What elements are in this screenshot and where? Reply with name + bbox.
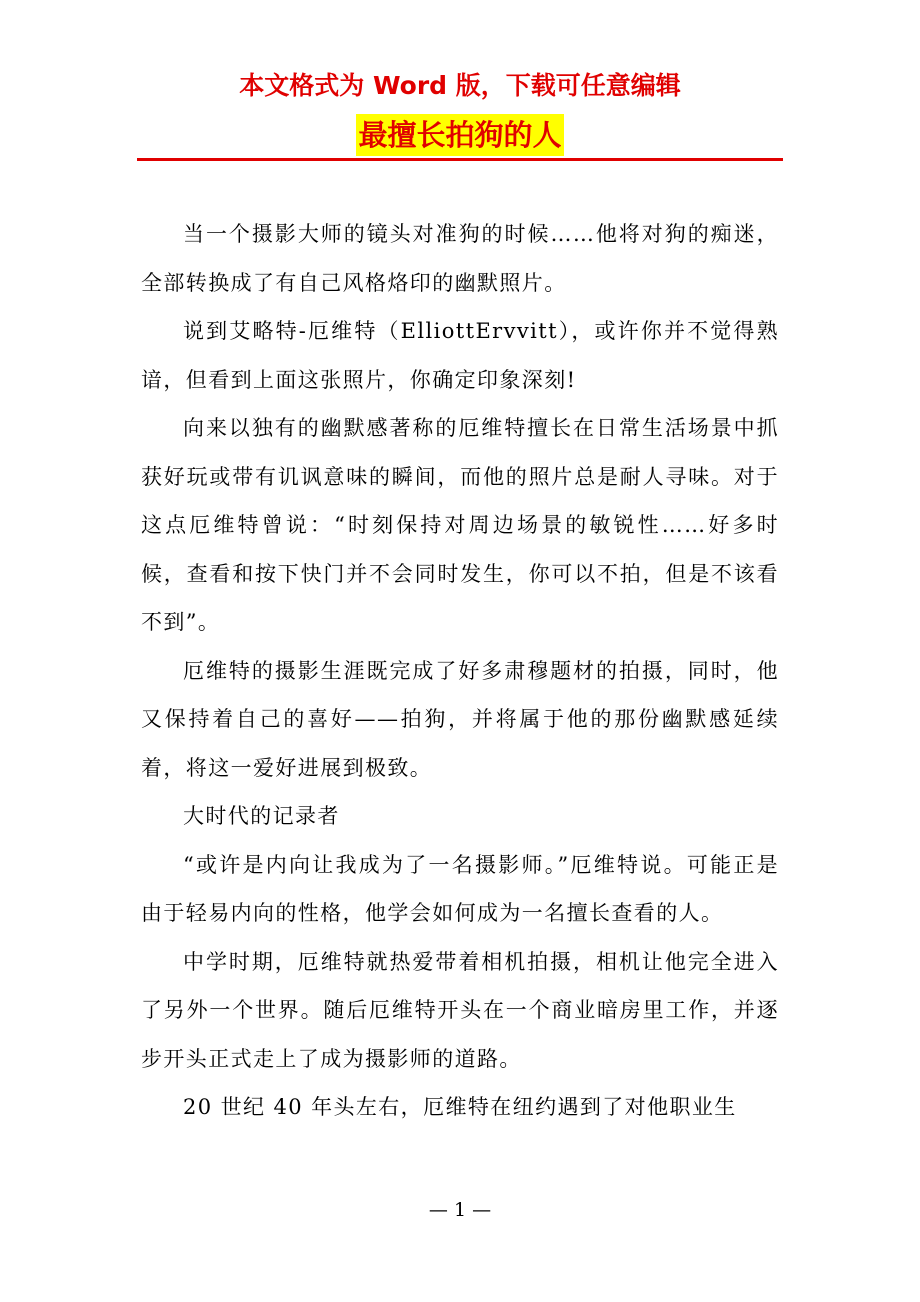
paragraph: “或许是内向让我成为了一名摄影师。”厄维特说。可能正是由于轻易内向的性格，他学会如何成为一名擅长查看的人。	[141, 852, 779, 925]
download-notice-banner: 本文格式为 Word 版，下载可任意编辑	[239, 71, 681, 100]
document-body	[141, 210, 779, 1132]
paragraph: 说到艾略特-厄维特（ElliottErvvitt），或许你并不觉得熟谙，但看到上面这张照片，你确定印象深刻!	[141, 319, 779, 392]
paragraph: 中学时期，厄维特就热爱带着相机拍摄，相机让他完全进入了另外一个世界。随后厄维特开头在一个商业暗房里工作，并逐步开头正式走上了成为摄影师的道路。	[141, 949, 779, 1071]
header-divider	[137, 158, 783, 161]
paragraph: 向来以独有的幽默感著称的厄维特擅长在日常生活场景中抓获好玩或带有讥讽意味的瞬间，而他的照片总是耐人寻味。对于这点厄维特曾说：“时刻保持对周边场景的敏锐性……好多时候，查看和按下快门并不会同时发生，你可以不拍，但是不该看不到”。	[141, 416, 779, 634]
document-title: 最擅长拍狗的人	[356, 114, 563, 156]
title-container	[0, 114, 920, 156]
page-number: — 1 —	[428, 1199, 492, 1221]
paragraph: 当一个摄影大师的镜头对准狗的时候……他将对狗的痴迷，全部转换成了有自己风格烙印的幽默照片。	[141, 222, 779, 295]
paragraph: 厄维特的摄影生涯既完成了好多肃穆题材的拍摄，同时，他又保持着自己的喜好——拍狗，并将属于他的那份幽默感延续着，将这一爱好进展到极致。	[141, 658, 779, 780]
paragraph: 20 世纪 40 年头左右，厄维特在纽约遇到了对他职业生	[183, 1095, 737, 1119]
section-heading: 大时代的记录者	[183, 804, 340, 828]
